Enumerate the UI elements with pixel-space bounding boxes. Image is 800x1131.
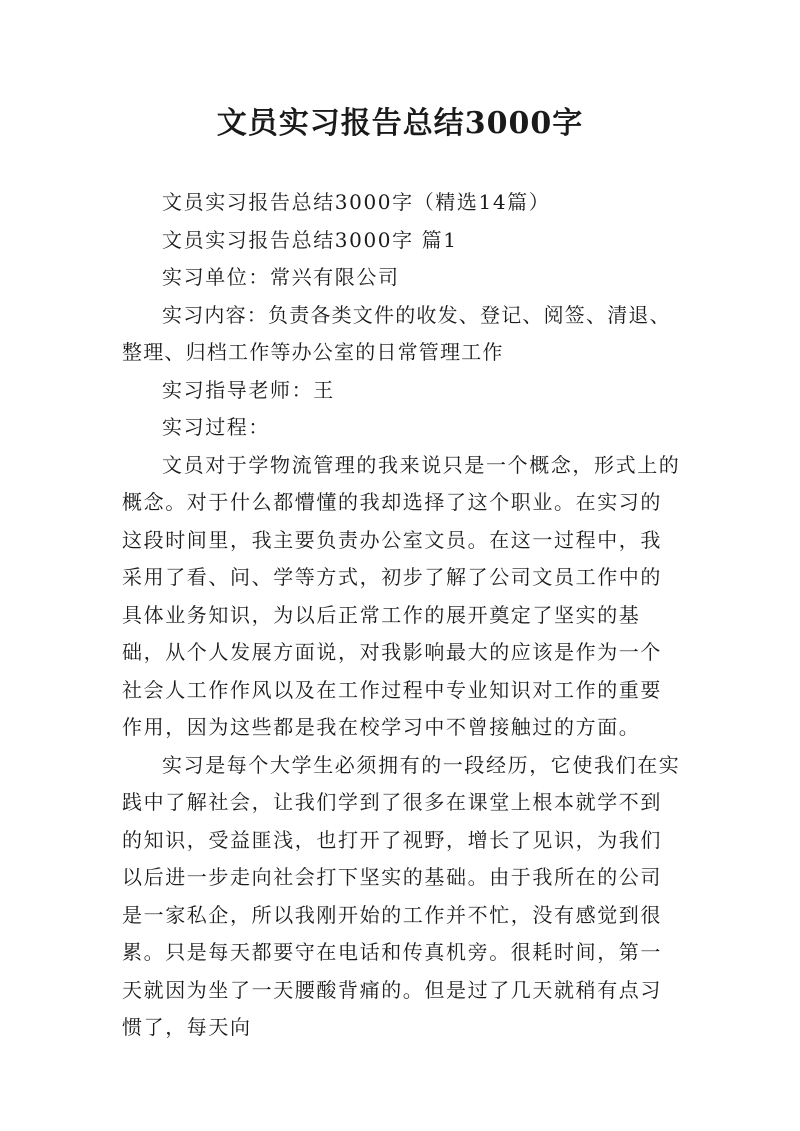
body-paragraph: 实习指导老师：王 xyxy=(162,377,335,402)
body-paragraph: 实习过程： xyxy=(162,415,270,439)
body-paragraph: 实习内容：负责各类文件的收发、登记、阅签、清退、整理、归档工作等办公室的日常管理工作 xyxy=(122,302,671,364)
body-paragraph: 文员实习报告总结3000字（精选14篇） xyxy=(162,190,551,214)
document-body xyxy=(122,184,682,1047)
body-paragraph: 实习是每个大学生必须拥有的一段经历，它使我们在实践中了解社会，让我们学到了很多在课堂上根本就学不到的知识，受益匪浅，也打开了视野，增长了见识，为我们以后进一步走向社会打下坚实的基础。由于我所在的公司是一家私企，所以我刚开始的工作并不忙，没有感觉到很累。只是每天都要守在电话和传真机旁。很耗时间，第一天就因为坐了一天腰酸背痛的。但是过了几天就稍有点习惯了，每天向 xyxy=(122,752,681,1039)
body-paragraph: 实习单位：常兴有限公司 xyxy=(162,265,400,289)
body-paragraph: 文员实习报告总结3000字 篇1 xyxy=(162,227,458,252)
document-title: 文员实习报告总结3000字 xyxy=(216,106,584,141)
body-paragraph: 文员对于学物流管理的我来说只是一个概念，形式上的概念。对于什么都懵懂的我却选择了这个职业。在实习的这段时间里，我主要负责办公室文员。在这一过程中，我采用了看、问、学等方式，初步了解了公司文员工作中的具体业务知识，为以后正常工作的展开奠定了坚实的基础，从个人发展方面说，对我影响最大的应该是作为一个社会人工作作风以及在工作过程中专业知识对工作的重要作用，因为这些都是我在校学习中不曾接触过的方面。 xyxy=(122,452,681,739)
